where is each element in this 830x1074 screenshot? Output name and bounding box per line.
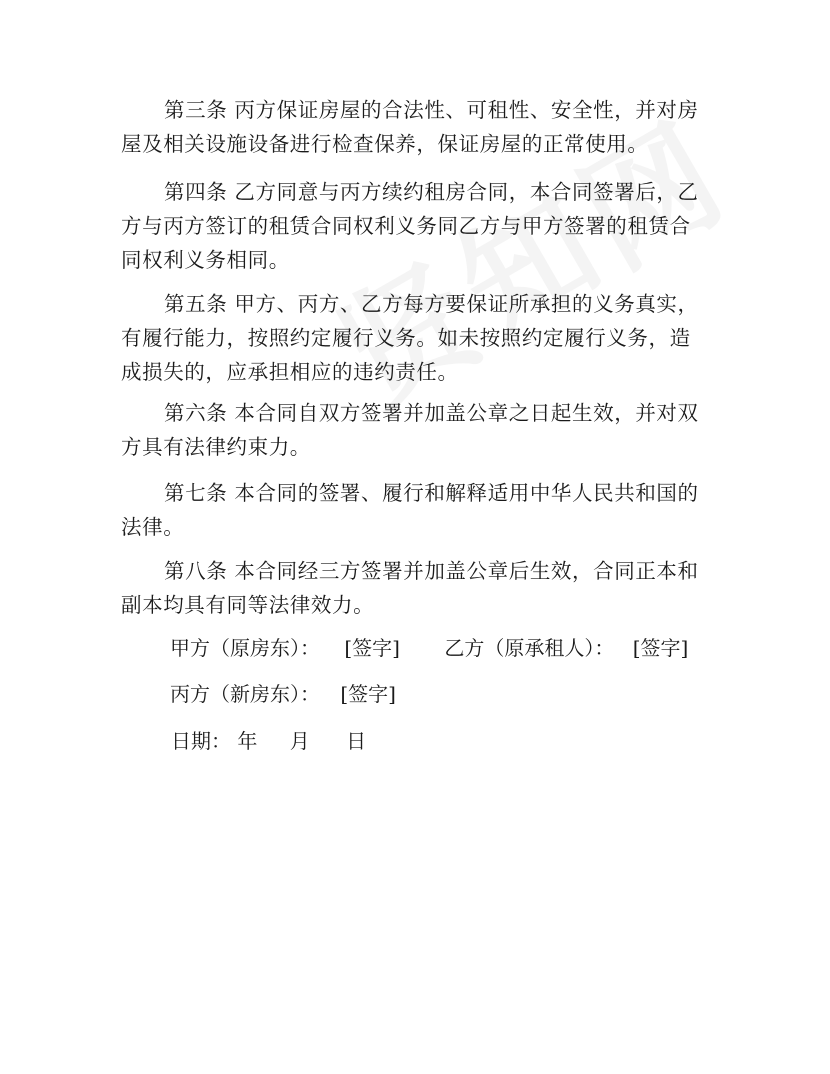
- article-4: 第四条 乙方同意与丙方续约租房合同，本合同签署后，乙方与丙方签订的租赁合同权利义务同乙方与甲方签署的租赁合同权利义务相同。: [121, 180, 699, 272]
- article-3: 第三条 丙方保证房屋的合法性、可租性、安全性，并对房屋及相关设施设备进行检查保养，保证房屋的正常使用。: [121, 98, 699, 156]
- party-c-label: 丙方（新房东）：: [170, 682, 320, 706]
- date-row: [171, 726, 366, 756]
- date-year: 年: [237, 729, 258, 753]
- date-day: 日: [346, 729, 367, 753]
- signature-row-ab: [170, 633, 688, 663]
- article-5: 第五条 甲方、丙方、乙方每方要保证所承担的义务真实，有履行能力，按照约定履行义务。如未按照约定履行义务，造成损失的，应承担相应的违约责任。: [121, 292, 699, 384]
- signature-row-c: [170, 679, 396, 709]
- article-7: 第七条 本合同的签署、履行和解释适用中华人民共和国的法律。: [121, 481, 699, 539]
- article-8: 第八条 本合同经三方签署并加盖公章后生效，合同正本和副本均具有同等法律效力。: [121, 559, 699, 617]
- party-b-signature: [签字]: [632, 636, 689, 660]
- party-a-label: 甲方（原房东）：: [170, 636, 320, 660]
- party-a-signature: [签字]: [344, 636, 400, 660]
- date-month: 月: [289, 729, 310, 753]
- article-6: 第六条 本合同自双方签署并加盖公章之日起生效，并对双方具有法律约束力。: [121, 401, 699, 459]
- party-b-label: 乙方（原承租人）：: [444, 636, 615, 660]
- date-label: 日期：: [171, 729, 231, 753]
- party-c-signature: [签字]: [340, 682, 396, 706]
